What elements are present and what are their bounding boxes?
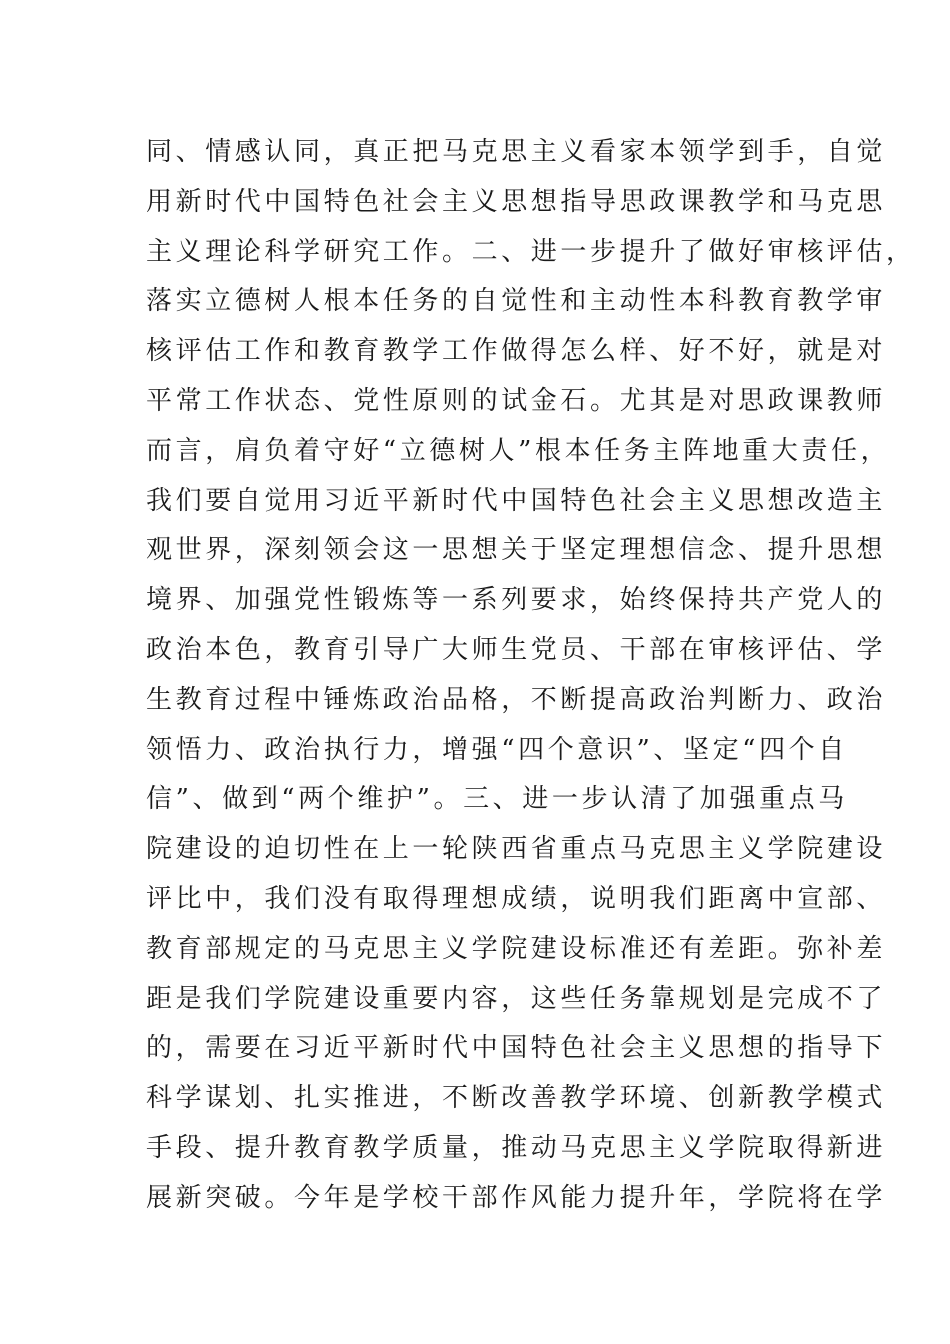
text-line: 科学谋划、扎实推进，不断改善教学环境、创新教学模式 [146,1083,887,1114]
text-line: 境界、加强党性锻炼等一系列要求，始终保持共产党人的 [146,585,887,616]
text-line: 我们要自觉用习近平新时代中国特色社会主义思想改造主 [146,485,887,516]
text-line: 核评估工作和教育教学工作做得怎么样、好不好，就是对 [146,336,887,367]
text-line: 手段、提升教育教学质量，推动马克思主义学院取得新进 [146,1132,887,1163]
text-line: 距是我们学院建设重要内容，这些任务靠规划是完成不了 [146,983,887,1014]
text-line: 主义理论科学研究工作。二、进一步提升了做好审核评估， [146,236,916,267]
body-text [146,128,916,1224]
text-line: 落实立德树人根本任务的自觉性和主动性本科教育教学审 [146,286,887,317]
text-line: 而言，肩负着守好“立德树人”根本任务主阵地重大责任， [146,435,891,466]
text-line: 政治本色，教育引导广大师生党员、干部在审核评估、学 [146,634,887,665]
text-line: 信”、做到“两个维护”。三、进一步认清了加强重点马 [146,784,848,815]
text-line: 同、情感认同，真正把马克思主义看家本领学到手，自觉 [146,137,887,167]
text-line: 用新时代中国特色社会主义思想指导思政课教学和马克思 [146,186,887,217]
text-line: 院建设的迫切性在上一轮陕西省重点马克思主义学院建设 [146,834,887,865]
text-line: 的，需要在习近平新时代中国特色社会主义思想的指导下 [146,1033,887,1064]
text-line: 生教育过程中锤炼政治品格，不断提高政治判断力、政治 [146,684,887,715]
text-line: 展新突破。今年是学校干部作风能力提升年，学院将在学 [146,1182,887,1213]
text-line: 观世界，深刻领会这一思想关于坚定理想信念、提升思想 [146,535,887,566]
text-line: 平常工作状态、党性原则的试金石。尤其是对思政课教师 [146,385,887,416]
text-line: 领悟力、政治执行力，增强“四个意识”、坚定“四个自 [146,734,848,765]
text-line: 教育部规定的马克思主义学院建设标准还有差距。弥补差 [146,933,887,964]
text-line: 评比中，我们没有取得理想成绩，说明我们距离中宣部、 [146,883,887,914]
